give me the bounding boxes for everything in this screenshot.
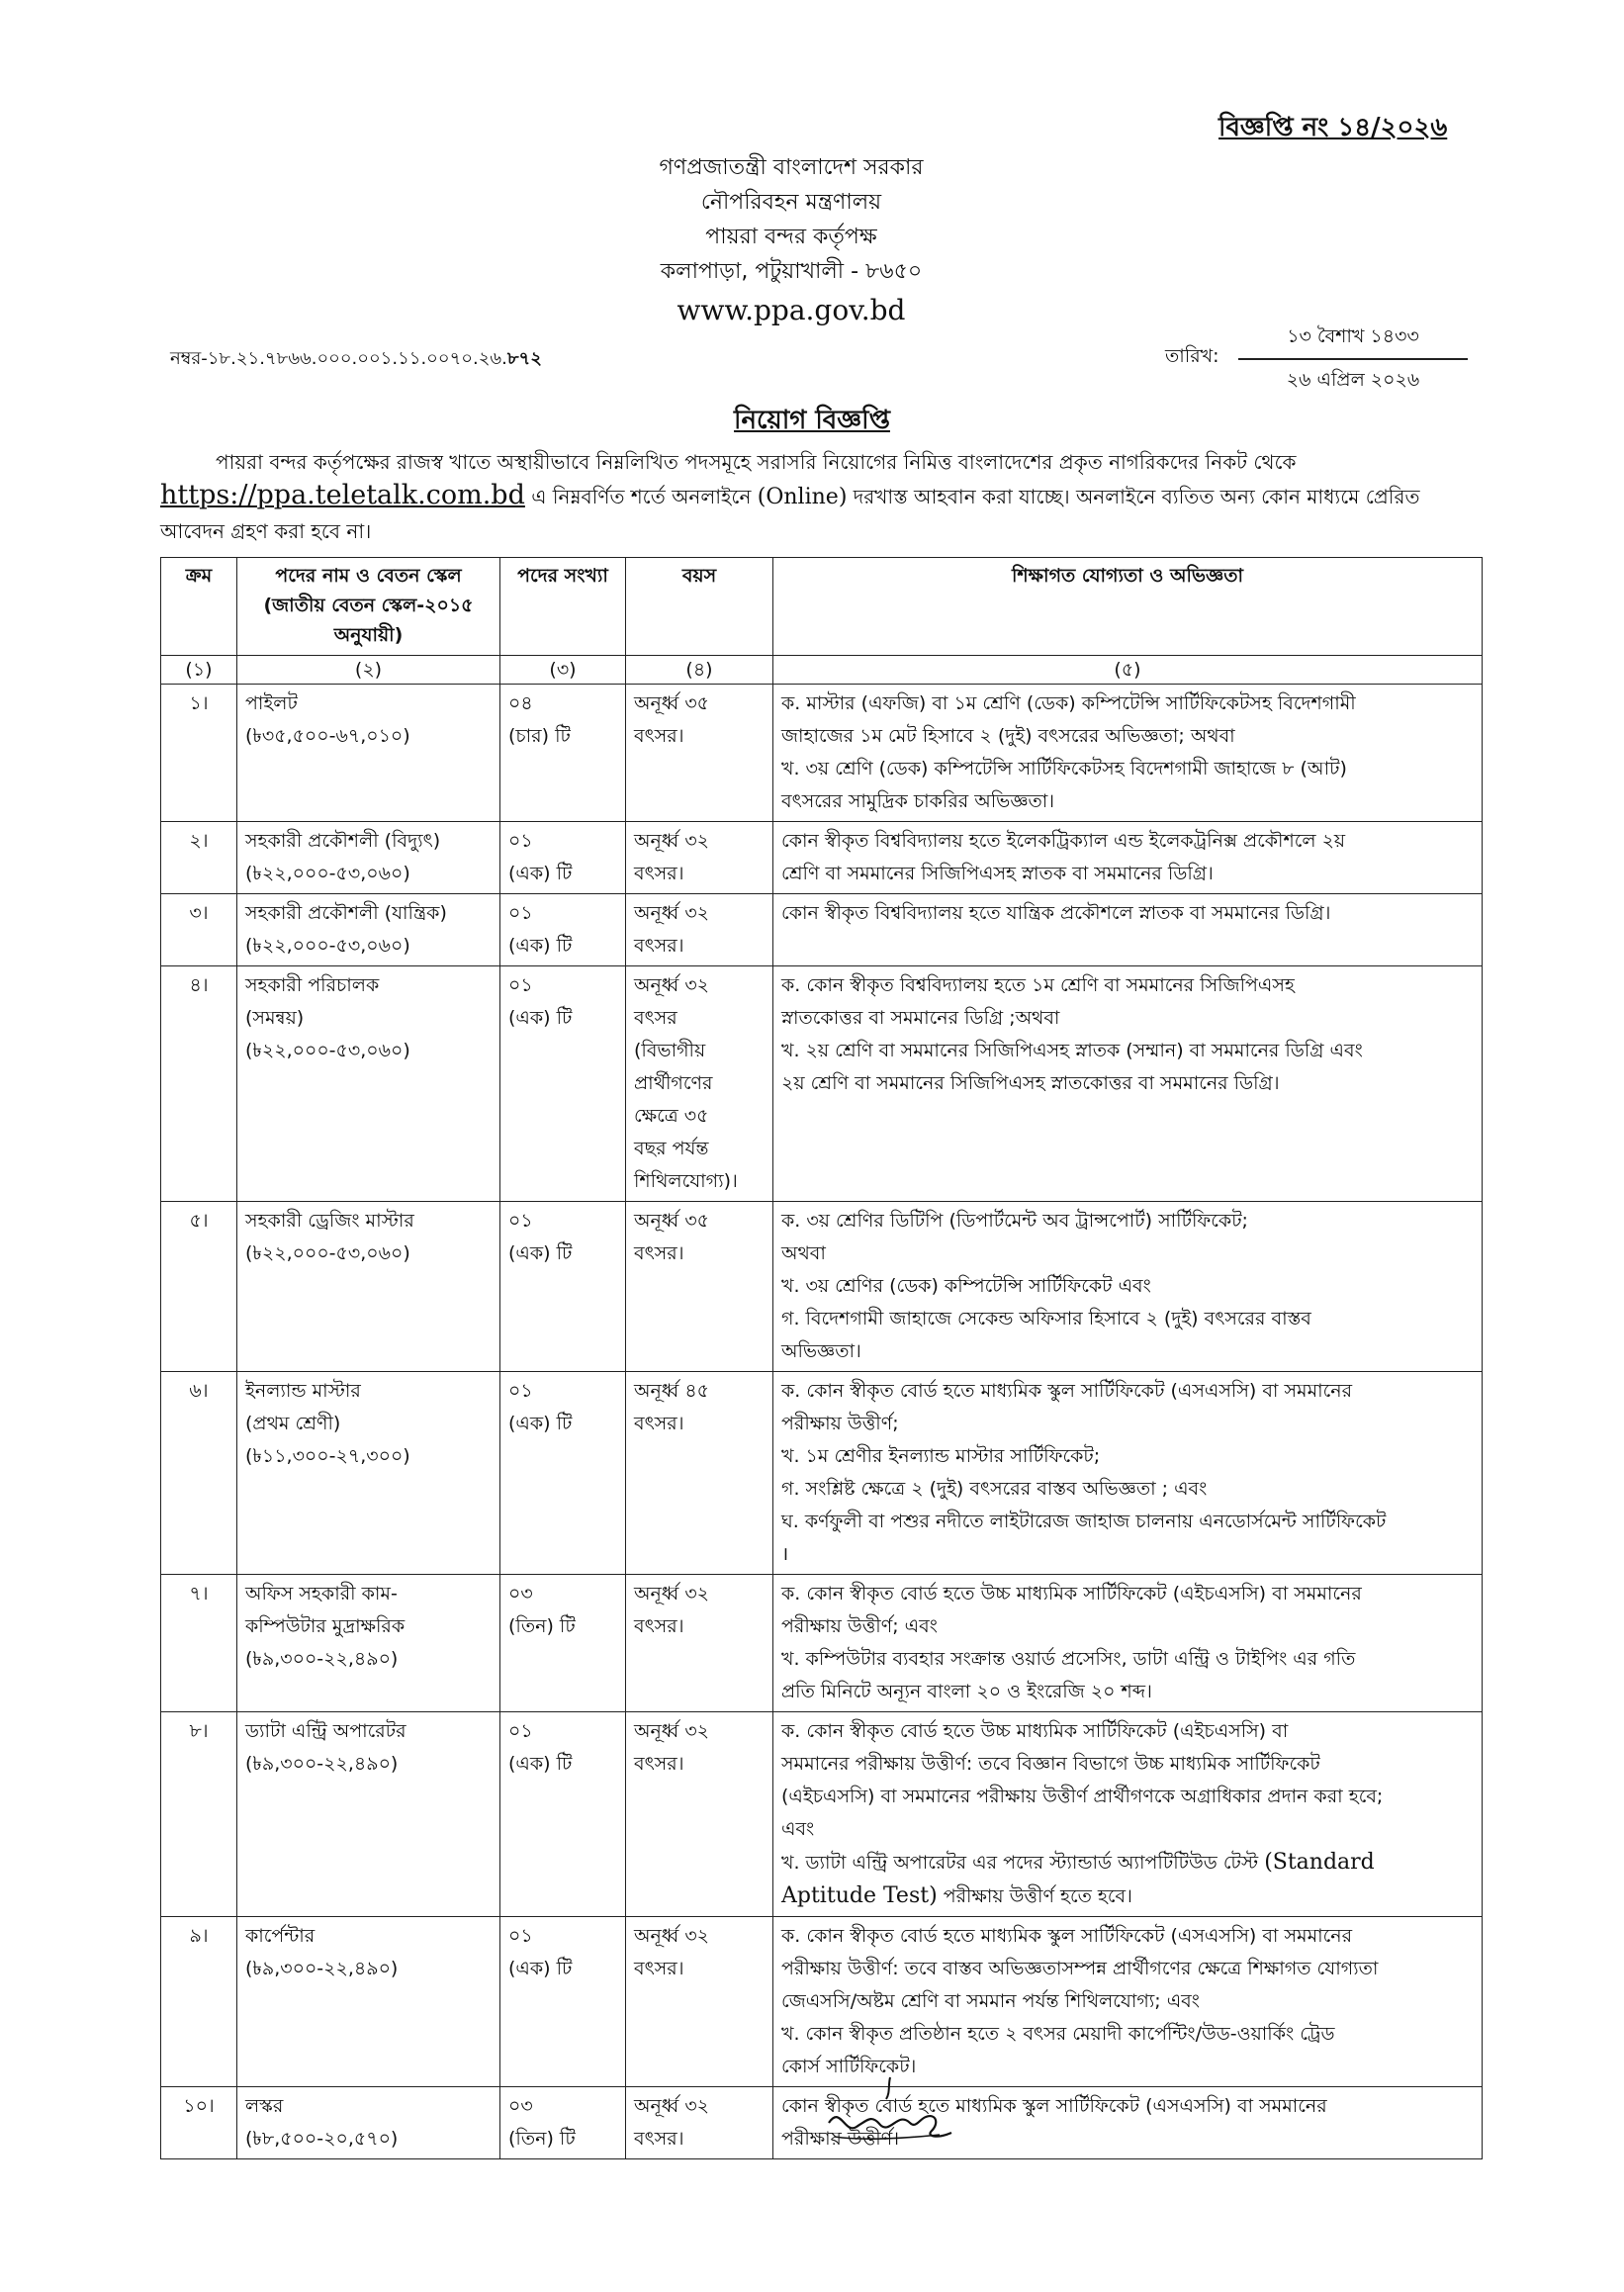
row-count-line: (এক) টি: [508, 1413, 573, 1434]
row-qualification-line: ক. ৩য় শ্রেণির ডিটিপি (ডিপার্টমেন্ট অব ট্রান্সপোর্ট) সার্টিফিকেট;: [781, 1210, 1248, 1232]
row-post-line: সহকারী প্রকৌশলী (বিদ্যুৎ): [245, 830, 441, 852]
row-post-line: (৳৮,৫০০-২০,৫৭০): [245, 2128, 399, 2150]
row-serial: ৪।: [161, 966, 237, 1202]
row-count: [500, 685, 626, 822]
row-post-line: (প্রথম শ্রেণী): [245, 1413, 341, 1434]
row-age-line: অনূর্ধ্ব ৩২: [634, 1583, 710, 1604]
row-age-line: বৎসর।: [634, 1242, 684, 1264]
header-post: পদের নাম ও বেতন স্কেল (জাতীয় বেতন স্কেল-২০১৫ অনুযায়ী): [237, 558, 500, 656]
row-age-line: অনূর্ধ্ব ৩২: [634, 830, 710, 852]
memo-suffix: ৮৭২: [506, 348, 542, 369]
row-age: [626, 1712, 773, 1917]
column-number: (৩): [500, 656, 626, 685]
row-serial: ৯।: [161, 1917, 237, 2087]
column-number-row: [161, 656, 1483, 685]
memo-prefix: নম্বর-১৮.২১.৭৮৬৬.০০০.০০১.১১.০০৭০.২৬.: [170, 348, 507, 369]
row-post: [237, 966, 500, 1202]
row-qualification-line: শ্রেণি বা সমমানের সিজিপিএসহ স্নাতক বা সমমানের ডিগ্রি।: [781, 863, 1214, 884]
row-age-line: প্রার্থীগণের: [634, 1072, 713, 1094]
row-qualification-line: পরীক্ষায় উত্তীর্ণ; এবং: [781, 1615, 938, 1637]
row-qualification-line: খ. ৩য় শ্রেণির (ডেক) কম্পিটেন্সি সার্টিফিকেট এবং: [781, 1275, 1151, 1297]
row-age: [626, 894, 773, 966]
row-age-line: অনূর্ধ্ব ৩২: [634, 902, 710, 924]
row-qualification-line: এবং: [781, 1818, 815, 1840]
row-serial: ২।: [161, 822, 237, 894]
row-qualification-line: অথবা: [781, 1242, 826, 1264]
row-post: [237, 1372, 500, 1575]
row-qualification-line: অভিজ্ঞতা।: [781, 1340, 861, 1362]
row-qualification: [773, 1372, 1483, 1575]
table-row: [161, 1712, 1483, 1917]
row-qualification-line: বৎসরের সামুদ্রিক চাকরির অভিজ্ঞতা।: [781, 790, 1055, 812]
row-qualification-line: [781, 1846, 1474, 1879]
row-age-line: অনূর্ধ্ব ৩৫: [634, 692, 710, 714]
table-row: [161, 1372, 1483, 1575]
organization-header: [495, 150, 1088, 330]
row-count-line: ০৪: [508, 692, 533, 714]
row-count-line: ০৩: [508, 2095, 533, 2117]
row-qualification-line: ক. কোন স্বীকৃত বিশ্ববিদ্যালয় হতে ১ম শ্রেণি বা সমমানের সিজিপিএসহ: [781, 974, 1295, 996]
row-post-line: (৳২২,০০০-৫৩,০৬০): [245, 863, 410, 884]
intro-part2: এ নিম্নবর্ণিত শর্তে অনলাইনে: [531, 485, 752, 508]
row-count: [500, 1575, 626, 1712]
row-qualification-line: কোন স্বীকৃত বিশ্ববিদ্যালয় হতে ইলেকট্রিক্যাল এন্ড ইলেকট্রনিক্স প্রকৌশলে ২য়: [781, 830, 1346, 852]
row-age-line: (বিভাগীয়: [634, 1040, 706, 1061]
row-post-line: ইনল্যান্ড মাস্টার: [245, 1380, 361, 1402]
date-block: [1238, 322, 1468, 398]
signature-icon: [821, 2075, 979, 2154]
row-age: [626, 1917, 773, 2087]
row-qualification-line: খ. ১ম শ্রেণীর ইনল্যান্ড মাস্টার সার্টিফিকেট;: [781, 1445, 1101, 1467]
row-qualification-line: খ. ২য় শ্রেণি বা সমমানের সিজিপিএসহ স্নাতক (সম্মান) বা সমমানের ডিগ্রি এবং: [781, 1040, 1363, 1061]
row-age: [626, 822, 773, 894]
row-serial: ১।: [161, 685, 237, 822]
row-qualification-line: কোন স্বীকৃত বিশ্ববিদ্যালয় হতে যান্ত্রিক প্রকৌশলে স্নাতক বা সমমানের ডিগ্রি।: [781, 902, 1331, 924]
row-qualification-line: ক. মাস্টার (এফজি) বা ১ম শ্রেণি (ডেক) কম্পিটেন্সি সার্টিফিকেটসহ বিদেশগামী: [781, 692, 1356, 714]
header-count: পদের সংখ্যা: [500, 558, 626, 656]
row-qualification-line: পরীক্ষায় উত্তীর্ণ।: [781, 2128, 900, 2150]
row-qualification-line: ক. কোন স্বীকৃত বোর্ড হতে উচ্চ মাধ্যমিক সার্টিফিকেট (এইচএসসি) বা সমমানের: [781, 1583, 1362, 1604]
row-post-line: পাইলট: [245, 692, 298, 714]
row-age-line: অনূর্ধ্ব ৪৫: [634, 1380, 709, 1402]
org-line: নৌপরিবহন মন্ত্রণালয়: [700, 190, 882, 215]
row-count: [500, 822, 626, 894]
table-row: [161, 1202, 1483, 1372]
row-count-line: (চার) টি: [508, 725, 571, 747]
row-post-line: ড্যাটা এন্ট্রি অপারেটর: [245, 1720, 406, 1742]
row-post: [237, 1917, 500, 2087]
qual-text: খ. ড্যাটা এন্ট্রি অপারেটর এর পদের স্ট্যান্ডার্ড অ্যাপটিটিউড টেস্ট: [781, 1852, 1259, 1874]
table-row: [161, 966, 1483, 1202]
row-qualification: [773, 685, 1483, 822]
row-count-line: ০১: [508, 974, 533, 996]
row-age-line: বৎসর।: [634, 1413, 684, 1434]
table-row: [161, 685, 1483, 822]
row-qualification: [773, 966, 1483, 1202]
header-qualification: শিক্ষাগত যোগ্যতা ও অভিজ্ঞতা: [773, 558, 1483, 656]
row-count-line: ০১: [508, 1720, 533, 1742]
row-qualification-line: জাহাজের ১ম মেট হিসাবে ২ (দুই) বৎসরের অভিজ্ঞতা; অথবা: [781, 725, 1235, 747]
row-qualification-line: ।: [781, 1543, 789, 1565]
row-age-line: বৎসর।: [634, 935, 684, 957]
intro-part1: পায়রা বন্দর কর্তৃপক্ষের রাজস্ব খাতে অস্থায়ীভাবে নিম্নলিখিত পদসমূহে সরাসরি নিয়োগের নিমিত্ত বাংলাদেশের প্রকৃত নাগরিকদের নিকট থেকে: [216, 450, 1297, 474]
row-qualification-line: স্নাতকোত্তর বা সমমানের ডিগ্রি ;অথবা: [781, 1007, 1060, 1029]
row-count-line: (এক) টি: [508, 1753, 573, 1775]
application-link[interactable]: https://ppa.teletalk.com.bd: [160, 480, 525, 510]
row-count-line: ০১: [508, 830, 533, 852]
online-word: (Online): [757, 485, 848, 509]
website: www.ppa.gov.bd: [677, 294, 906, 326]
row-count-line: ০১: [508, 1380, 533, 1402]
row-post: [237, 1202, 500, 1372]
row-age: [626, 1202, 773, 1372]
row-age-line: ক্ষেত্রে ৩৫: [634, 1105, 709, 1127]
row-age-line: অনূর্ধ্ব ৩২: [634, 2095, 710, 2117]
row-post: [237, 2087, 500, 2159]
row-count-line: (এক) টি: [508, 863, 573, 884]
row-qualification-line: প্রতি মিনিটে অন্যূন বাংলা ২০ ও ইংরেজি ২০ শব্দ।: [781, 1681, 1152, 1702]
row-serial: ৬।: [161, 1372, 237, 1575]
table-row: [161, 894, 1483, 966]
post-rows: [161, 685, 1483, 2159]
row-post-line: সহকারী পরিচালক: [245, 974, 380, 996]
row-count-line: (এক) টি: [508, 935, 573, 957]
row-count-line: (এক) টি: [508, 1242, 573, 1264]
row-post-line: (৳২২,০০০-৫৩,০৬০): [245, 1242, 410, 1264]
row-qualification: [773, 1202, 1483, 1372]
date-gregorian: ২৬ এপ্রিল ২০২৬: [1286, 369, 1420, 391]
row-count: [500, 1202, 626, 1372]
header-age: বয়স: [626, 558, 773, 656]
org-line: পায়রা বন্দর কর্তৃপক্ষ: [705, 225, 877, 249]
intro-part3: দরখাস্ত আহবান করা যাচ্ছে। অনলাইনে ব্যতিত অন্য কোন মাধ্যমে প্রেরিত আবেদন গ্রহণ করা হবে না।: [160, 485, 1420, 543]
row-age-line: বৎসর।: [634, 1753, 684, 1775]
row-count: [500, 1917, 626, 2087]
row-post-line: কম্পিউটার মুদ্রাক্ষরিক: [245, 1615, 406, 1637]
row-count-line: (এক) টি: [508, 1007, 573, 1029]
row-post: [237, 1575, 500, 1712]
row-count-line: ০১: [508, 1925, 533, 1947]
row-count-line: ০৩: [508, 1583, 533, 1604]
row-count: [500, 1712, 626, 1917]
row-post-line: অফিস সহকারী কাম-: [245, 1583, 398, 1604]
qual-text: পরীক্ষায় উত্তীর্ণ হতে হবে।: [943, 1885, 1132, 1907]
row-qualification-line: খ. কোন স্বীকৃত প্রতিষ্ঠান হতে ২ বৎসর মেয়াদী কার্পেন্টিং/উড-ওয়ার্কিং ট্রেড: [781, 2023, 1335, 2045]
row-post-line: সহকারী ড্রেজিং মাস্টার: [245, 1210, 414, 1232]
date-label: তারিখ:: [1165, 345, 1219, 367]
notice-number: বিজ্ঞপ্তি নং ১৪/২০২৬: [1218, 113, 1448, 142]
row-post: [237, 1712, 500, 1917]
row-post-line: (৳১১,৩০০-২৭,৩০০): [245, 1445, 410, 1467]
row-age-line: অনূর্ধ্ব ৩৫: [634, 1210, 710, 1232]
row-age-line: বৎসর।: [634, 863, 684, 884]
intro-paragraph: [160, 445, 1482, 548]
row-qualification-line: জেএসসি/অষ্টম শ্রেণি বা সমমান পর্যন্ত শিথিলযোগ্য; এবং: [781, 1990, 1200, 2012]
row-count: [500, 2087, 626, 2159]
row-post-line: কার্পেন্টার: [245, 1925, 316, 1947]
row-count-line: ০১: [508, 1210, 533, 1232]
row-post-line: সহকারী প্রকৌশলী (যান্ত্রিক): [245, 902, 447, 924]
column-number: (২): [237, 656, 500, 685]
row-age-line: বৎসর।: [634, 1958, 684, 1979]
row-post: [237, 685, 500, 822]
row-post-line: (৳৩৫,৫০০-৬৭,০১০): [245, 725, 410, 747]
row-serial: ১০।: [161, 2087, 237, 2159]
row-age-line: বৎসর।: [634, 1615, 684, 1637]
row-post-line: (সমন্বয়): [245, 1007, 305, 1029]
row-post-line: লস্কর: [245, 2095, 284, 2117]
row-post-line: (৳৯,৩০০-২২,৪৯০): [245, 1958, 399, 1979]
row-post-line: (৳৯,৩০০-২২,৪৯০): [245, 1648, 399, 1670]
table-row: [161, 1575, 1483, 1712]
row-count-line: (এক) টি: [508, 1958, 573, 1979]
table-row: [161, 1917, 1483, 2087]
date-bangla: ১৩ বৈশাখ ১৪৩৩: [1238, 322, 1468, 360]
row-age: [626, 1372, 773, 1575]
row-age-line: বৎসর।: [634, 2128, 684, 2150]
row-post-line: (৳৯,৩০০-২২,৪৯০): [245, 1753, 399, 1775]
row-qualification: [773, 894, 1483, 966]
row-age: [626, 1575, 773, 1712]
row-post-line: (৳২২,০০০-৫৩,০৬০): [245, 935, 410, 957]
row-age-line: অনূর্ধ্ব ৩২: [634, 1925, 710, 1947]
row-qualification-line: কোর্স সার্টিফিকেট।: [781, 2056, 917, 2077]
qual-english-text: (Standard: [1264, 1850, 1375, 1875]
row-qualification-line: ক. কোন স্বীকৃত বোর্ড হতে উচ্চ মাধ্যমিক সার্টিফিকেট (এইচএসসি) বা: [781, 1720, 1289, 1742]
row-post-line: (৳২২,০০০-৫৩,০৬০): [245, 1040, 410, 1061]
row-count: [500, 1372, 626, 1575]
row-age: [626, 2087, 773, 2159]
signature: [821, 2075, 979, 2158]
column-number: (১): [161, 656, 237, 685]
table-row: [161, 822, 1483, 894]
row-age-line: অনূর্ধ্ব ৩২: [634, 974, 710, 996]
row-age-line: শিথিলযোগ্য)।: [634, 1170, 738, 1192]
notice-title: নিয়োগ বিজ্ঞপ্তি: [734, 406, 890, 435]
row-count-line: ০১: [508, 902, 533, 924]
row-serial: ৫।: [161, 1202, 237, 1372]
table-header-row: [161, 558, 1483, 656]
row-post: [237, 894, 500, 966]
row-age: [626, 685, 773, 822]
row-qualification-line: খ. কম্পিউটার ব্যবহার সংক্রান্ত ওয়ার্ড প্রসেসিং, ডাটা এন্ট্রি ও টাইপিং এর গতি: [781, 1648, 1356, 1670]
memo-number: [170, 344, 542, 375]
row-count-line: (তিন) টি: [508, 2128, 576, 2150]
column-number: (৪): [626, 656, 773, 685]
row-qualification: [773, 1917, 1483, 2087]
header-serial: ক্রম: [161, 558, 237, 656]
row-qualification-line: পরীক্ষায় উত্তীর্ণ: তবে বাস্তব অভিজ্ঞতাসম্পন্ন প্রার্থীগণের ক্ষেত্রে শিক্ষাগত যোগ্যতা: [781, 1958, 1379, 1979]
row-qualification-line: (এইচএসসি) বা সমমানের পরীক্ষায় উত্তীর্ণ প্রার্থীগণকে অগ্রাধিকার প্রদান করা হবে;: [781, 1786, 1384, 1807]
row-serial: ৭।: [161, 1575, 237, 1712]
row-post: [237, 822, 500, 894]
row-age-line: বৎসর।: [634, 725, 684, 747]
row-qualification-line: [781, 1879, 1474, 1913]
row-qualification-line: গ. সংশ্লিষ্ট ক্ষেত্রে ২ (দুই) বৎসরের বাস্তব অভিজ্ঞতা ; এবং: [781, 1478, 1208, 1500]
row-qualification-line: সমমানের পরীক্ষায় উত্তীর্ণ: তবে বিজ্ঞান বিভাগে উচ্চ মাধ্যমিক সার্টিফিকেট: [781, 1753, 1320, 1775]
row-serial: ৮।: [161, 1712, 237, 1917]
row-serial: ৩।: [161, 894, 237, 966]
row-count: [500, 966, 626, 1202]
row-qualification-line: খ. ৩য় শ্রেণি (ডেক) কম্পিটেন্সি সার্টিফিকেটসহ বিদেশগামী জাহাজে ৮ (আট): [781, 758, 1347, 779]
intro-rest: [160, 479, 1482, 548]
row-qualification: [773, 1712, 1483, 1917]
row-qualification-line: ক. কোন স্বীকৃত বোর্ড হতে মাধ্যমিক স্কুল সার্টিফিকেট (এসএসসি) বা সমমানের: [781, 1380, 1353, 1402]
row-age-line: বৎসর: [634, 1007, 677, 1029]
row-qualification-line: গ. বিদেশগামী জাহাজে সেকেন্ড অফিসার হিসাবে ২ (দুই) বৎসরের বাস্তব: [781, 1308, 1311, 1329]
row-count-line: (তিন) টি: [508, 1615, 576, 1637]
row-qualification-line: ক. কোন স্বীকৃত বোর্ড হতে মাধ্যমিক স্কুল সার্টিফিকেট (এসএসসি) বা সমমানের: [781, 1925, 1353, 1947]
row-age-line: বছর পর্যন্ত: [634, 1138, 709, 1159]
posts-table: [160, 557, 1483, 2159]
row-age-line: অনূর্ধ্ব ৩২: [634, 1720, 710, 1742]
row-count: [500, 894, 626, 966]
row-qualification: [773, 1575, 1483, 1712]
row-qualification-line: কোন স্বীকৃত বোর্ড হতে মাধ্যমিক স্কুল সার্টিফিকেট (এসএসসি) বা সমমানের: [781, 2095, 1327, 2117]
org-line: গণপ্রজাতন্ত্রী বাংলাদেশ সরকার: [659, 155, 924, 180]
org-line: কলাপাড়া, পটুয়াখালী - ৮৬৫০: [660, 259, 923, 284]
qual-english-text: Aptitude Test): [781, 1883, 938, 1908]
row-age: [626, 966, 773, 1202]
row-qualification-line: ঘ. কর্ণফুলী বা পশুর নদীতে লাইটারেজ জাহাজ চালনায় এনডোর্সমেন্ট সার্টিফিকেট: [781, 1511, 1387, 1532]
column-number: (৫): [773, 656, 1483, 685]
row-qualification-line: ২য় শ্রেণি বা সমমানের সিজিপিএসহ স্নাতকোত্তর বা সমমানের ডিগ্রি।: [781, 1072, 1280, 1094]
row-qualification: [773, 822, 1483, 894]
row-qualification-line: পরীক্ষায় উত্তীর্ণ;: [781, 1413, 899, 1434]
